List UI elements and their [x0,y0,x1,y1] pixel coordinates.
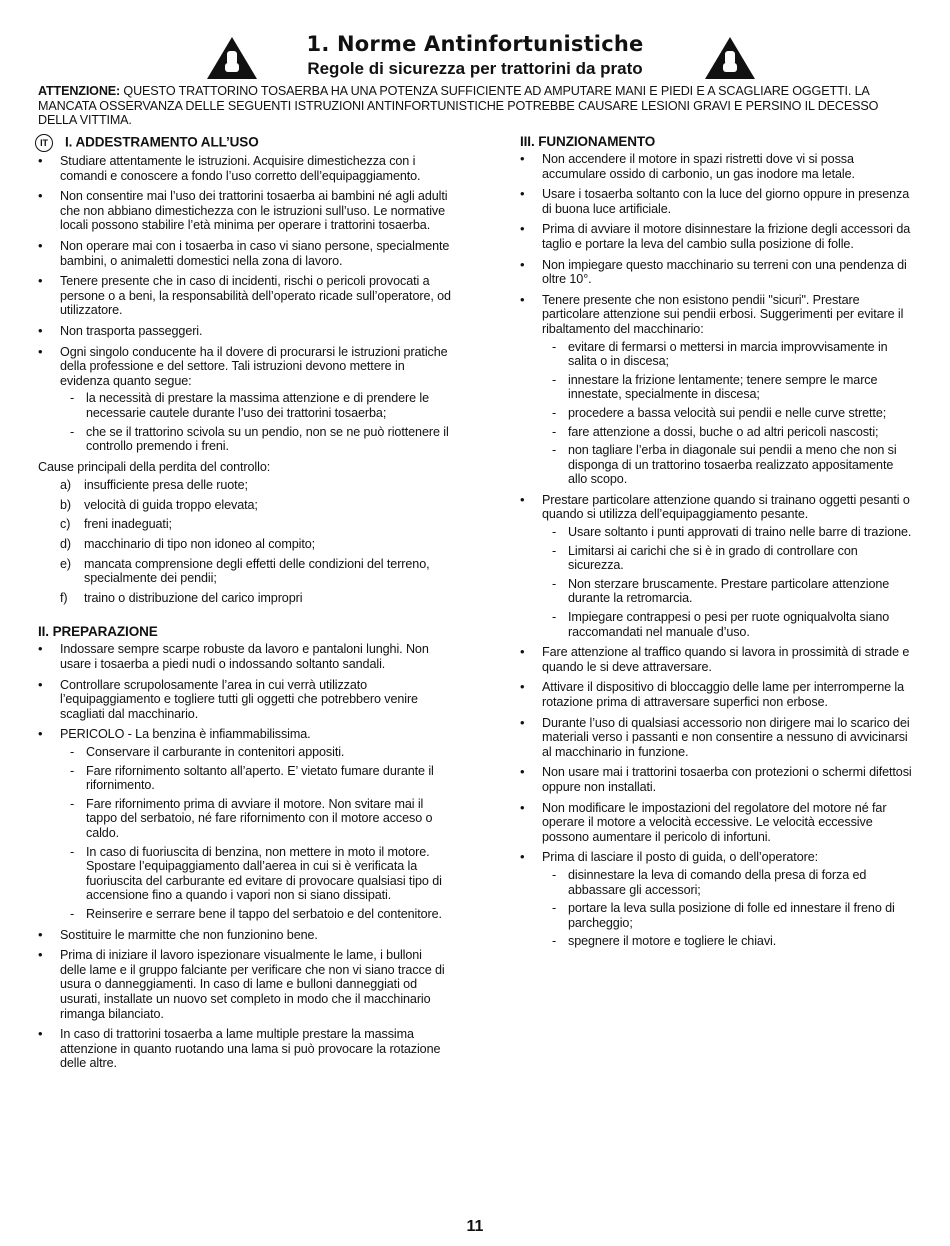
language-badge: IT [35,134,53,152]
sub-list-item: - Impiegare contrappesi o pesi per ruote ogniqualvolta siano raccomandati nel manuale d’uso. [542,610,912,639]
sub-list-item: - Reinserire e serrare bene il tappo del serbatoio e del contenitore. [60,907,451,922]
causes-intro: Cause principali della perdita del controllo: [38,459,271,474]
list-item: • Non operare mai con i tosaerba in caso vi siano persone, specialmente bambini, o animaletti domestici nella zona di lavoro. [38,239,451,268]
sub-list-item: - In caso di fuoriuscita di benzina, non mettere in moto il motore. Spostare l’equipaggiamento dall’aerea in cui si è verificata la fuoriuscita del carburante ed evitare di provocare qualsiasi tipo di accensione fino a quando i vapori non si siano dissipati. [60,845,451,903]
sub-list [542,525,912,639]
addestramento-list [38,154,451,454]
attention-text: QUESTO TRATTORINO TOSAERBA HA UNA POTENZA SUFFICIENTE AD AMPUTARE MANI E PIEDI E A SCAGLIARE OGGETTI. LA MANCATA OSSERVANZA DELLE SEGUENTI ISTRUZIONI ANTINFORTUNISTICHE POTREBBE CAUSARE LESIONI GRAVI E PERSINO IL DECESSO DELLA VITTIMA. [38,84,879,127]
list-item: • Non impiegare questo macchinario su terreni con una pendenza di oltre 10°. [520,258,912,287]
list-item: • Prima di lasciare il posto di guida, o dell’operatore: - disinnestare la leva di comando della presa di forza ed abbassare gli accessori; - portare la leva sulla posizione di folle ed innestare il freno di parcheggio; - spegnere il motore e togliere le chiavi. [520,850,912,949]
sub-list-item: - Usare soltanto i punti approvati di traino nelle barre di trazione. [542,525,912,540]
list-item: f) traino o distribuzione del carico impropri [60,590,303,605]
list-item: • Studiare attentamente le istruzioni. Acquisire dimestichezza con i comandi e conoscere a fondo l’uso corretto dell’equipaggiamento. [38,154,451,183]
sub-list-item: - innestare la frizione lentamente; tenere sempre le marce innestate, specialmente in discesa; [542,373,912,402]
section-heading-addestramento: IT I. ADDESTRAMENTO ALL’USO [38,134,451,152]
sub-list-item: - fare attenzione a dossi, buche o ad altri pericoli nascosti; [542,425,912,440]
sub-list [60,391,451,453]
list-item: d) macchinario di tipo non idoneo al compito; [60,537,316,552]
sub-list-item: - disinnestare la leva di comando della presa di forza ed abbassare gli accessori; [542,868,912,897]
list-item: • Prima di avviare il motore disinnestare la frizione degli accessori da taglio e portare la leva del cambio sulla posizione di folle. [520,222,912,251]
list-item: • Prestare particolare attenzione quando si trainano oggetti pesanti o quando si utilizza dell’equipaggiamento pesante. - Usare soltanto i punti approvati di traino nelle barre di trazione. - Limitarsi ai carichi che si è in grado di controllare con sicurezza. - Non sterzare bruscamente. Prestare particolare attenzione durante la retromarcia. - Impiegare contrappesi o pesi per ruote ogniqualvolta siano raccomandati nel manuale d’uso. [520,493,912,639]
list-item: • Indossare sempre scarpe robuste da lavoro e pantaloni lunghi. Non usare i tosaerba a piedi nudi o indossando soltanto sandali. [38,642,451,671]
list-item: • Fare attenzione al traffico quando si lavora in prossimità di strade e quando le si deve attraversare. [520,645,912,674]
list-item: • Attivare il dispositivo di bloccaggio delle lame per interromperne la rotazione prima di attraversare superfici non erbose. [520,680,912,709]
list-item: • Non modificare le impostazioni del regolatore del motore né far operare il motore a velocità eccessive. Le velocità eccessive possono aumentare il pericolo di infortuni. [520,801,912,845]
sub-list-item: - evitare di fermarsi o mettersi in marcia improvvisamente in salita o in discesa; [542,340,912,369]
sub-list-item: - Fare rifornimento soltanto all’aperto. E’ vietato fumare durante il rifornimento. [60,764,451,793]
list-item: • Non consentire mai l’uso dei trattorini tosaerba ai bambini né agli adulti che non abbiano dimestichezza con le istruzioni sull’uso. Le normative locali possono stabilire l’età minima per operare i trattorini tosaerba. [38,189,451,233]
causes-list [38,478,451,605]
list-item: • Ogni singolo conducente ha il dovere di procurarsi le istruzioni pratiche della professione e del settore. Tali istruzioni devono mettere in evidenza quanto segue: - la necessità di prestare la massima attenzione e di prendere le necessarie cautele durante l’uso dei trattorini tosaerba; - che se il trattorino scivola su un pendio, non se ne può riottenere il controllo premendo i freni. [38,345,451,454]
sub-list [542,340,912,487]
page-title: 1. Norme Antinfortunistiche [306,32,644,56]
list-item: • Non usare mai i trattorini tosaerba con protezioni o schermi difettosi oppure non installati. [520,765,912,794]
list-item: • In caso di trattorini tosaerba a lame multiple prestare la massima attenzione in quanto ruotando una lama si può provocare la rotazione delle altre. [38,1027,451,1071]
attention-label: ATTENZIONE: [38,84,121,98]
sub-list-item: - Conservare il carburante in contenitori appositi. [60,745,451,760]
list-item: • Tenere presente che non esistono pendii "sicuri". Prestare particolare attenzione sui pendii erbosi. Suggerimenti per evitare il ribaltamento del macchinario: - evitare di fermarsi o mettersi in marcia improvvisamente in salita o in discesa; - innestare la frizione lentamente; tenere sempre le marce innestate, specialmente in discesa; - procedere a bassa velocità sui pendii e nelle curve strette; - fare attenzione a dossi, buche o ad altri pericoli nascosti; - non tagliare l’erba in diagonale sui pendii a meno che non si disponga di un trattorino tosaerba realizzato appositamente allo scopo. [520,293,912,487]
sub-list-item: - procedere a bassa velocità sui pendii e nelle curve strette; [542,406,912,421]
sub-list-item: - che se il trattorino scivola su un pendio, non se ne può riottenere il controllo premendo i freni. [60,425,451,454]
right-column [520,134,912,955]
sub-list-item: - Non sterzare bruscamente. Prestare particolare attenzione durante la retromarcia. [542,577,912,606]
list-item: a) insufficiente presa delle ruote; [60,478,248,493]
sub-list-item: - portare la leva sulla posizione di folle ed innestare il freno di parcheggio; [542,901,912,930]
page-subtitle: Regole di sicurezza per trattorini da prato [307,59,643,78]
list-item: • Controllare scrupolosamente l’area in cui verrà utilizzato l’equipaggiamento e togliere tutti gli oggetti che potrebbero venire scagliati dal macchinario. [38,678,451,722]
attention-notice [38,84,908,128]
list-item: • Usare i tosaerba soltanto con la luce del giorno oppure in presenza di buona luce artificiale. [520,187,912,216]
list-item: e) mancata comprensione degli effetti delle condizioni del terreno, specialmente dei pendii; [60,556,430,586]
page-number: 11 [466,1218,484,1235]
section-heading-preparazione: II. PREPARAZIONE [38,624,158,640]
sub-list-item: - spegnere il motore e togliere le chiavi. [542,934,912,949]
sub-list [60,745,451,922]
list-item: • Tenere presente che in caso di incidenti, rischi o pericoli provocati a persone o a beni, la responsabilità dell’operato ricade sull’operatore, od utilizzatore. [38,274,451,318]
sub-list-item: - Fare rifornimento prima di avviare il motore. Non svitare mai il tappo del serbatoio, né fare rifornimento con il motore acceso o caldo. [60,797,451,841]
preparazione-list [38,642,451,1070]
list-item: • Durante l’uso di qualsiasi accessorio non dirigere mai lo scarico dei materiali verso i passanti e non consentire a nessuno di avvicinarsi al macchinario in funzione. [520,716,912,760]
sub-list-item: - la necessità di prestare la massima attenzione e di prendere le necessarie cautele durante l’uso dei trattorini tosaerba; [60,391,451,420]
left-column [38,134,451,1077]
list-item: c) freni inadeguati; [60,517,172,532]
list-item: b) velocità di guida troppo elevata; [60,497,258,512]
section-heading-funzionamento: III. FUNZIONAMENTO [520,134,656,149]
list-item: • Non accendere il motore in spazi ristretti dove vi si possa accumulare ossido di carbonio, un gas inodore ma letale. [520,152,912,181]
list-item: • Prima di iniziare il lavoro ispezionare visualmente le lame, i bulloni delle lame e il gruppo falciante per verificare che non vi siano tracce di usura o danneggiamenti. In caso di lame e bulloni danneggiati od usurati, installate un nuovo set completo in modo che il macchinario rimanga bilanciato. [38,948,451,1021]
list-item: • Non trasporta passeggeri. [38,324,451,339]
list-item: • PERICOLO - La benzina è infiammabilissima. - Conservare il carburante in contenitori appositi. - Fare rifornimento soltanto all’aperto. E’ vietato fumare durante il rifornimento. - Fare rifornimento prima di avviare il motore. Non svitare mai il tappo del serbatoio, né fare rifornimento con il motore acceso o caldo. - In caso di fuoriuscita di benzina, non mettere in moto il motore. Spostare l’equipaggiamento dall’aerea in cui si è verificata la fuoriuscita del carburante ed evitare di provocare qualsiasi tipo di accensione fino a quando i vapori non si siano dissipati. - Reinserire e serrare bene il tappo del serbatoio e del contenitore. [38,727,451,921]
sub-list-item: - Limitarsi ai carichi che si è in grado di controllare con sicurezza. [542,544,912,573]
sub-list-item: - non tagliare l’erba in diagonale sui pendii a meno che non si disponga di un trattorino tosaerba realizzato appositamente allo scopo. [542,443,912,487]
list-item: • Sostituire le marmitte che non funzionino bene. [38,928,451,943]
sub-list [542,868,912,949]
funzionamento-list [520,152,912,949]
